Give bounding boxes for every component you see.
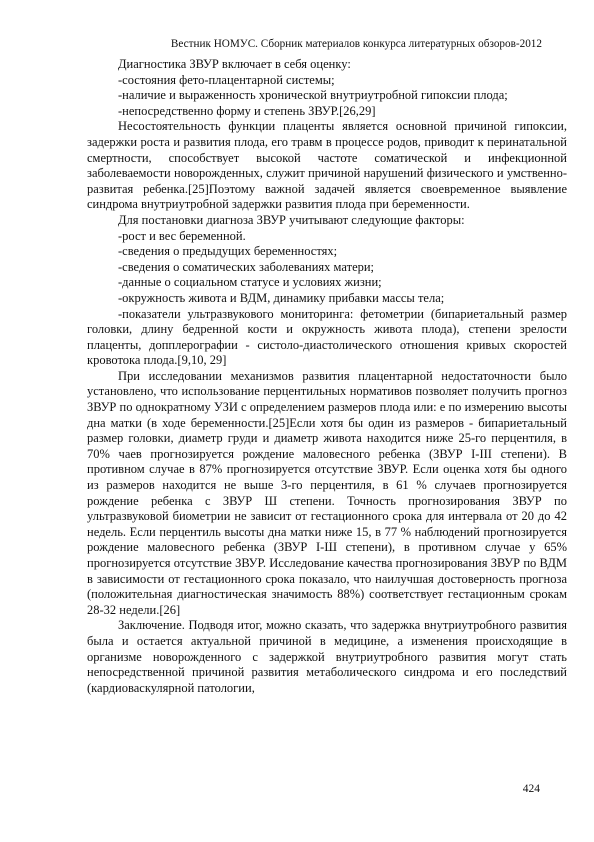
list-item: -наличие и выраженность хронической внутриутробной гипоксии плода; xyxy=(118,88,508,103)
paragraph-diagnostics-intro: Диагностика ЗВУР включает в себя оценку: xyxy=(118,57,351,71)
paragraph-percentile-research: При исследовании механизмов развития плацентарной недостаточности было установлено, что использование перцентильных нормативов позволяет получить прогноз ЗВУР по однократному УЗИ с определением размеров плода или: е по измерению высоты дна матки (в ходе беременности.[25]Если хотя бы один из размеров - бипариетальный размер головки, диаметр груди и диаметр живота находится ниже 25-го перцентиля, в 70% чаев прогнозируется рождение маловесного ребенка (ЗВУР I-III степени). В противном случае в 87% прогнозируется отсутствие ЗВУР. Если оценка хотя бы одного из размеров находится не выше 3-го перцентиля, в 61 % случаев прогнозируется рождение ребенка с ЗВУР Ш степени. Точность прогнозирования ЗВУР по ультразвуковой биометрии не зависит от гестационного срока для интервала от 20 до 42 недель. Если перцентиль высоты дна матки ниже 15, в 77 % наблюдений прогнозируется рождение маловесного ребенка (ЗВУР I-Ш степени), в противном случае у 65% прогнозируется отсутствие ЗВУР. Исследование качества прогнозирования ЗВУР по ВДМ в зависимости от гестационного срока показало, что наилучшая достоверность прогноза (положительная диагностическая значимость 88%) соответствует гестационным срокам 28-32 недели.[26] xyxy=(87,368,567,617)
article-body xyxy=(87,57,567,696)
list-item: -сведения о соматических заболеваниях матери; xyxy=(118,259,375,274)
list-item: -сведения о предыдущих беременностях; xyxy=(118,244,338,259)
list-item: -непосредственно форму и степень ЗВУР.[26,29] xyxy=(118,103,376,118)
paragraph-conclusion: Заключение. Подводя итог, можно сказать, что задержка внутриутробного развития была и остается актуальной причиной в медицине, а изменения происходящие в организме новорожденного с задержкой внутриутробного развития могут стать непосредственной причиной развития метаболического синдрома и его последствий (кардиоваскулярной патологии, xyxy=(87,618,567,695)
list-item: -окружность живота и ВДМ, динамику прибавки массы тела; xyxy=(118,290,445,305)
list-item: -рост и вес беременной. xyxy=(118,228,246,243)
paragraph-placenta: Несостоятельность функции плаценты является основной причиной гипоксии, задержки роста и развития плода, его травм в процессе родов, приводит к перинатальной смертности, способствует высокой частоте соматической и инфекционной заболеваемости новорожденных, служит причиной нарушений физического и умственно-развитая ребенка.[25]Поэтому важной задачей является своевременное выявление синдрома внутриутробной задержки развития плода при беременности. xyxy=(87,119,567,212)
list-item: -данные о социальном статусе и условиях жизни; xyxy=(118,275,382,290)
running-header: Вестник НОМУС. Сборник материалов конкурса литературных обзоров-2012 xyxy=(170,38,542,50)
list-item: -показатели ультразвукового мониторинга: фетометрии (бипариетальный размер головки, длину бедренной кости и окружность живота плода), степени зрелости плаценты, допплерографии - систоло-диастолического отношения кривых скоростей кровотока плода.[9,10, 29] xyxy=(87,306,567,368)
page-number: 424 xyxy=(522,783,540,795)
list-item: -состояния фето-плацентарной системы; xyxy=(118,72,335,87)
paragraph-factors-intro: Для постановки диагноза ЗВУР учитывают следующие факторы: xyxy=(118,212,465,227)
